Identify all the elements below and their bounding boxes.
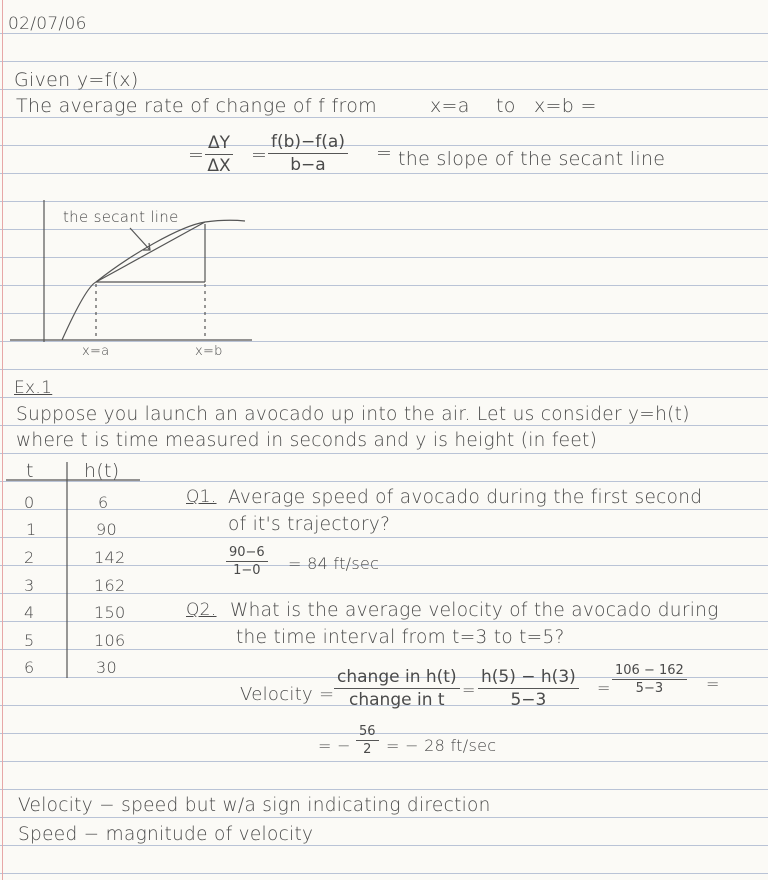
equals-sign: = [376, 142, 393, 164]
two: 2 [363, 742, 372, 758]
h5-minus-h3: h(5) − h(3) [478, 668, 579, 689]
table-row: 1 [26, 520, 37, 539]
b-minus-a: b−a [290, 154, 326, 175]
table-row: 6 [98, 493, 109, 512]
slope-text: the slope of the secant line [398, 148, 666, 170]
example-line-1: Suppose you launch an avocado up into the air. Let us consider y=h(t) [16, 404, 690, 425]
table-row: 4 [24, 603, 35, 622]
velocity-label: Velocity = [240, 684, 335, 705]
xa-label: x=a [82, 344, 110, 359]
q2-line-1: What is the average velocity of the avocado during [230, 600, 719, 621]
five-minus-three: 5−3 [510, 689, 547, 710]
date: 02/07/06 [8, 14, 87, 34]
q1-fraction [226, 546, 268, 579]
fb-minus-fa: f(b)−f(a) [268, 133, 348, 154]
change-in-t: change in t [349, 689, 445, 710]
given-line: Given y=f(x) [14, 69, 139, 91]
q2-label: Q2. [186, 600, 217, 620]
table-row: 142 [94, 548, 126, 567]
xb-label: x=b [195, 344, 223, 359]
table-row: 106 [94, 631, 126, 650]
q1-line-1: Average speed of avocado during the first second [228, 487, 703, 508]
fifty-six: 56 [356, 725, 379, 741]
q1-line-2: of it's trajectory? [228, 514, 391, 535]
negative-equals: = − [318, 736, 351, 755]
q2-line-2: the time interval from t=3 to t=5? [236, 627, 565, 648]
velocity-note: Velocity − speed but w/a sign indicating direction [18, 795, 491, 816]
q2-result: = − 28 ft/sec [386, 736, 497, 755]
table-header-t: t [26, 460, 34, 482]
velocity-fraction-2 [478, 668, 579, 709]
equals-sign: = [188, 144, 205, 166]
table-row: 150 [94, 603, 126, 622]
secant-line-label: the secant line [63, 208, 179, 226]
speed-note: Speed − magnitude of velocity [18, 824, 314, 845]
q1-label: Q1. [186, 487, 217, 507]
table-row: 162 [94, 576, 126, 595]
table-header-h: h(t) [84, 460, 120, 482]
delta-y: ΔY [205, 134, 233, 155]
table-row: 0 [24, 493, 35, 512]
to-word: to [496, 95, 516, 117]
equals-sign: = [597, 678, 611, 697]
table-row: 6 [24, 658, 35, 677]
table-row: 3 [24, 576, 35, 595]
velocity-fraction-4 [356, 725, 379, 758]
table-row: 2 [24, 548, 35, 567]
table-row: 30 [96, 658, 117, 677]
five-minus-three-2: 5−3 [635, 681, 664, 697]
x-eq-a: x=a [430, 95, 470, 117]
q1-denominator: 1−0 [233, 563, 261, 579]
equals-sign: = [251, 144, 268, 166]
106-minus-162: 106 − 162 [612, 664, 687, 680]
velocity-fraction-1 [334, 668, 460, 709]
avg-rate-line: The average rate of change of f from [16, 95, 377, 117]
q1-result: = 84 ft/sec [288, 554, 380, 573]
equals-sign: = [706, 674, 720, 693]
example-line-2: where t is time measured in seconds and y is height (in feet) [16, 430, 598, 451]
example-title: Ex.1 [14, 378, 53, 398]
q1-numerator: 90−6 [226, 546, 268, 562]
change-in-h: change in h(t) [334, 668, 460, 689]
delta-x: ΔX [207, 155, 231, 176]
equals-sign: = [462, 680, 476, 699]
velocity-fraction-3 [612, 664, 687, 697]
table-row: 90 [96, 520, 117, 539]
table-row: 5 [24, 631, 35, 650]
x-eq-b: x=b = [534, 95, 597, 117]
